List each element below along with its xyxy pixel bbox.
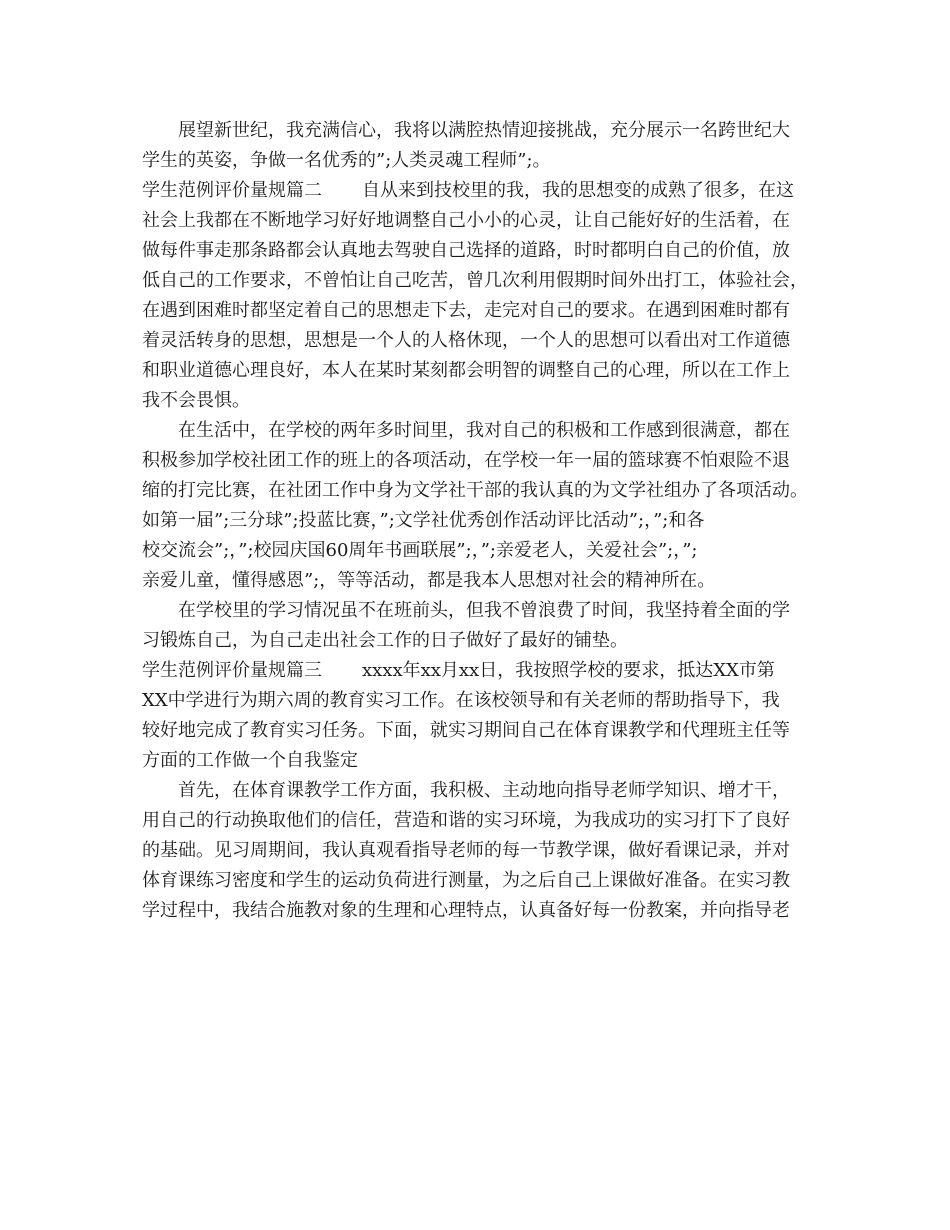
text-line: 在学校里的学习情况虽不在班前头，但我不曾浪费了时间，我坚持着全面的学: [178, 600, 790, 621]
text-line: 在遇到困难时都坚定着自己的思想走下去，走完对自己的要求。在遇到困难时都有: [142, 300, 790, 321]
text-line: 如第一届”;三分球”;投蓝比赛，”;文学社优秀创作活动评比活动”;，”;和各: [142, 510, 705, 531]
text-line: 较好地完成了教育实习任务。下面，就实习期间自己在体育课教学和代理班主任等: [142, 720, 790, 741]
text-line: 用自己的行动换取他们的信任，营造和谐的实习环境，为我成功的实习打下了良好: [142, 810, 790, 831]
section-heading: 学生范例评价量规篇二: [142, 180, 322, 201]
text-line: 体育课练习密度和学生的运动负荷进行测量，为之后自己上课做好准备。在实习教: [142, 870, 790, 891]
text-line: 的基础。见习周期间，我认真观看指导老师的每一节教学课，做好看课记录，并对: [142, 840, 790, 861]
text-line: 学生的英姿，争做一名优秀的”;人类灵魂工程师”;。: [142, 150, 551, 171]
section-heading-line: [142, 656, 822, 686]
section-text: 自从来到技校里的我，我的思想变的成熟了很多，在这: [362, 180, 794, 201]
text-line: 习锻炼自己，为自己走出社会工作的日子做好了最好的铺垫。: [142, 630, 628, 651]
text-line: 学过程中，我结合施教对象的生理和心理特点，认真备好每一份教案，并向指导老: [142, 900, 790, 921]
section-text: xxxx年xx月xx日，我按照学校的要求，抵达XX市第: [362, 660, 775, 681]
text-line: 我不会畏惧。: [142, 390, 250, 411]
text-line: 缩的打完比赛，在社团工作中身为文学社干部的我认真的为文学社组办了各项活动。: [142, 480, 808, 501]
text-line: 亲爱儿童，懂得感恩”;，等等活动，都是我本人思想对社会的精神所在。: [142, 570, 716, 591]
text-line: XX中学进行为期六周的教育实习工作。在该校领导和有关老师的帮助指导下，我: [142, 690, 780, 711]
section-heading-line: [142, 176, 822, 206]
text-line: 和职业道德心理良好，本人在某时某刻都会明智的调整自己的心理，所以在工作上: [142, 360, 790, 381]
text-line: 低自己的工作要求，不曾怕让自己吃苦，曾几次利用假期时间外出打工，体验社会，: [142, 270, 808, 291]
text-line: 首先，在体育课教学工作方面，我积极、主动地向指导老师学知识、增才干，: [178, 780, 790, 801]
text-line: 校交流会”;，”;校园庆国60周年书画联展”;，”;亲爱老人，关爱社会”;，”;: [142, 540, 698, 561]
section-heading: 学生范例评价量规篇三: [142, 660, 322, 681]
text-line: 在生活中，在学校的两年多时间里，我对自己的积极和工作感到很满意，都在: [178, 420, 790, 441]
text-line: 着灵活转身的思想，思想是一个人的人格休现，一个人的思想可以看出对工作道德: [142, 330, 790, 351]
text-line: 做每件事走那条路都会认真地去驾驶自己选择的道路，时时都明白自己的价值，放: [142, 240, 790, 261]
document-page: [142, 116, 822, 926]
text-line: 展望新世纪，我充满信心，我将以满腔热情迎接挑战，充分展示一名跨世纪大: [178, 120, 790, 141]
text-line: 方面的工作做一个自我鉴定: [142, 750, 358, 771]
text-line: 社会上我都在不断地学习好好地调整自己小小的心灵，让自己能好好的生活着，在: [142, 210, 790, 231]
text-line: 积极参加学校社团工作的班上的各项活动，在学校一年一届的篮球赛不怕艰险不退: [142, 450, 790, 471]
